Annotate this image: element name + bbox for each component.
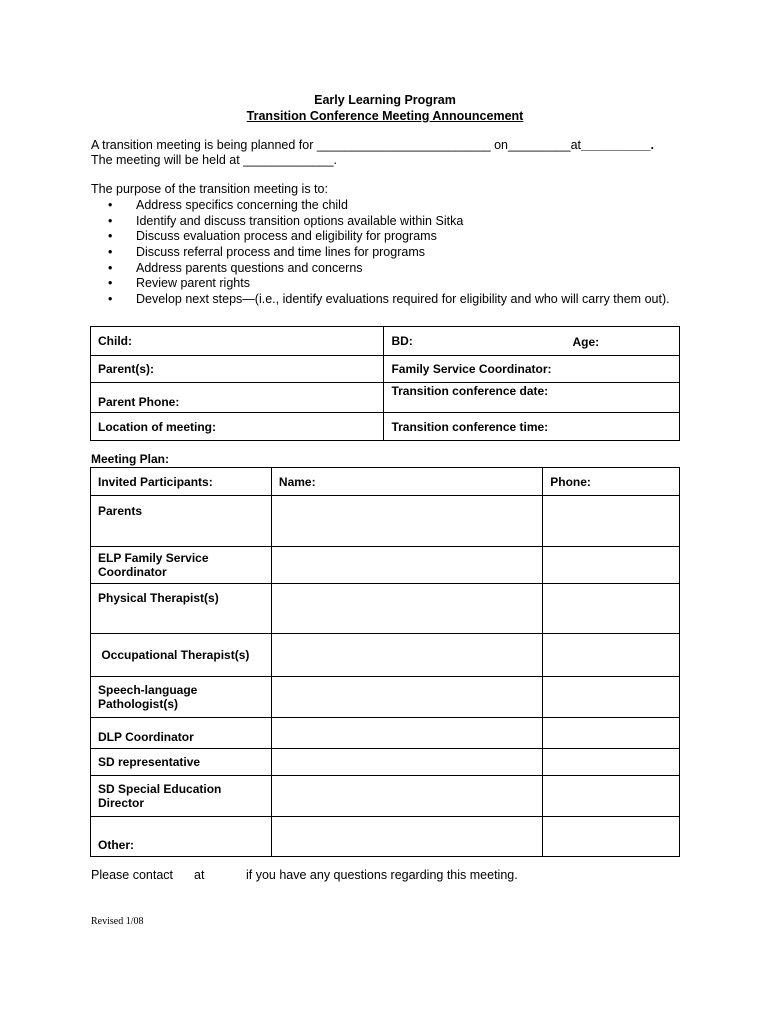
bd-age-cell[interactable] (384, 327, 680, 356)
name-header: Name: (271, 468, 542, 496)
name-cell[interactable] (271, 584, 542, 634)
phone-cell[interactable] (543, 634, 680, 677)
list-item: • Identify and discuss transition options available within Sitka (136, 214, 670, 230)
location-field[interactable]: Location of meeting: (91, 413, 384, 441)
list-item: • Develop next steps—(i.e., identify evaluations required for eligibility and who will carry them out). (136, 292, 670, 308)
name-cell[interactable] (271, 634, 542, 677)
revision-note: Revised 1/08 (91, 916, 144, 927)
name-cell[interactable] (271, 496, 542, 547)
conference-time-field[interactable]: Transition conference time: (384, 413, 680, 441)
participant-label: Occupational Therapist(s) (91, 634, 272, 677)
meeting-plan-label: Meeting Plan: (91, 452, 170, 466)
name-cell[interactable] (271, 547, 542, 584)
phone-cell[interactable] (543, 547, 680, 584)
name-cell[interactable] (271, 776, 542, 817)
participant-label: Speech-language Pathologist(s) (91, 677, 272, 718)
child-info-table (90, 326, 680, 441)
table-row (91, 327, 680, 356)
table-row (91, 677, 680, 718)
program-title: Early Learning Program (314, 93, 456, 107)
intro-line-1-text: A transition meeting is being planned for _________________________ on_________at (91, 138, 582, 152)
age-label: Age: (572, 335, 600, 349)
contact-questions-text: if you have any questions regarding this meeting. (246, 868, 518, 882)
purpose-list (91, 198, 670, 308)
table-row (91, 413, 680, 441)
purpose-heading: The purpose of the transition meeting is to: (91, 182, 328, 196)
phone-cell[interactable] (543, 776, 680, 817)
table-row (91, 547, 680, 584)
participant-label: Other: (91, 817, 272, 857)
meeting-plan-table (90, 467, 680, 857)
parent-phone-field[interactable]: Parent Phone: (91, 383, 384, 413)
intro-line-2: The meeting will be held at _____________. (91, 153, 338, 167)
contact-text: Please contact (91, 868, 173, 882)
table-row (91, 584, 680, 634)
child-field[interactable]: Child: (91, 327, 384, 356)
table-row (91, 356, 680, 383)
participant-label: SD representative (91, 749, 272, 776)
phone-cell[interactable] (543, 749, 680, 776)
phone-cell[interactable] (543, 584, 680, 634)
name-cell[interactable] (271, 749, 542, 776)
phone-cell[interactable] (543, 817, 680, 857)
phone-cell[interactable] (543, 677, 680, 718)
fsc-field[interactable]: Family Service Coordinator: (384, 356, 680, 383)
list-item: • Discuss referral process and time lines for programs (136, 245, 670, 261)
list-item: • Address specifics concerning the child (136, 198, 670, 214)
table-row (91, 718, 680, 749)
conference-date-field[interactable]: Transition conference date: (384, 383, 680, 413)
name-cell[interactable] (271, 718, 542, 749)
name-cell[interactable] (271, 817, 542, 857)
intro-line-1 (91, 138, 654, 152)
phone-header: Phone: (543, 468, 680, 496)
phone-cell[interactable] (543, 496, 680, 547)
table-row (91, 749, 680, 776)
participant-label: DLP Coordinator (91, 718, 272, 749)
participant-label: Parents (91, 496, 272, 547)
name-cell[interactable] (271, 677, 542, 718)
intro-time-blank: __________. (581, 138, 655, 152)
participant-label: ELP Family Service Coordinator (91, 547, 272, 584)
bd-label: BD: (391, 334, 413, 348)
table-row (91, 776, 680, 817)
participants-header: Invited Participants: (91, 468, 272, 496)
parents-field[interactable]: Parent(s): (91, 356, 384, 383)
contact-at-text: at (194, 868, 205, 882)
list-item: • Review parent rights (136, 276, 670, 292)
table-row (91, 817, 680, 857)
phone-cell[interactable] (543, 718, 680, 749)
participant-label: Physical Therapist(s) (91, 584, 272, 634)
participant-label: SD Special Education Director (91, 776, 272, 817)
table-header-row (91, 468, 680, 496)
announcement-title: Transition Conference Meeting Announcement (246, 109, 524, 123)
list-item: • Discuss evaluation process and eligibility for programs (136, 229, 670, 245)
table-row (91, 634, 680, 677)
table-row (91, 496, 680, 547)
table-row (91, 383, 680, 413)
list-item: • Address parents questions and concerns (136, 261, 670, 277)
